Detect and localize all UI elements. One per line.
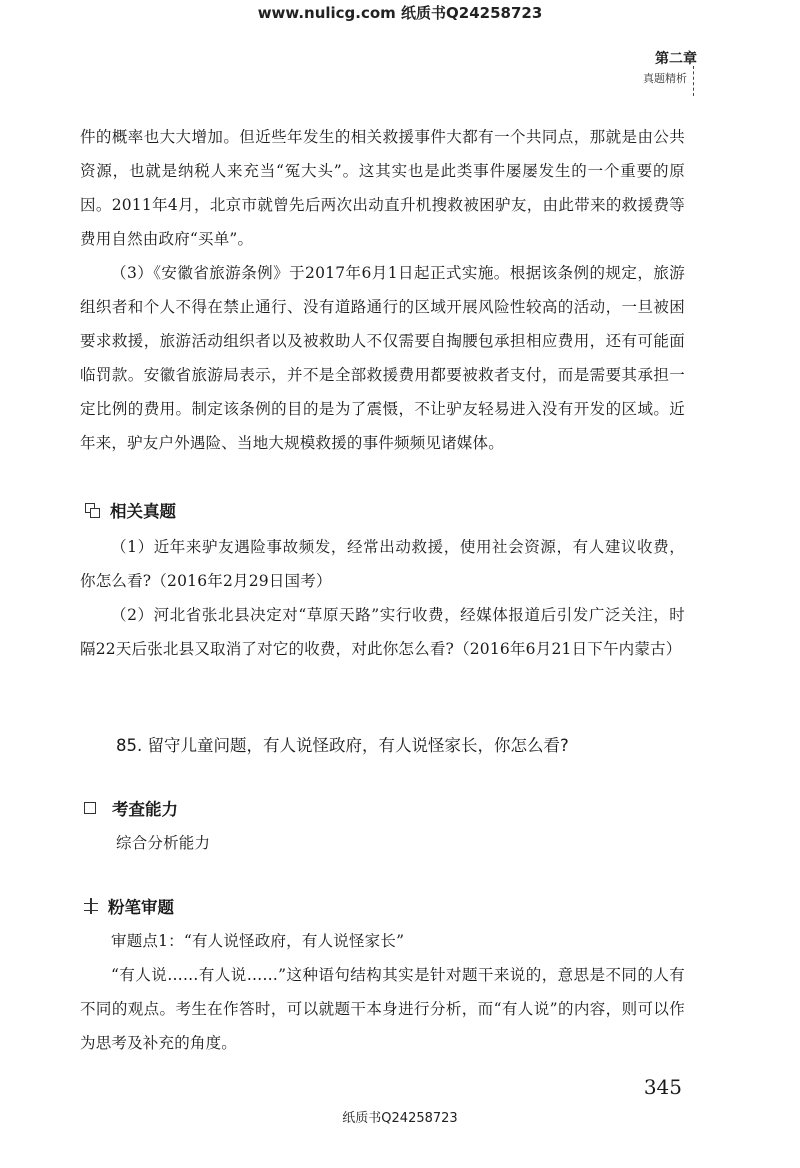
top-watermark: www.nulicg.com 纸质书Q24258723 [257, 4, 543, 22]
ability-value: 综合分析能力 [116, 834, 211, 852]
related-heading-label: 相关真题 [110, 502, 176, 521]
ability-heading [84, 796, 178, 820]
review-paragraph: “有人说……有人说……”这种语句结构其实是针对题干来说的，意思是不同的人有不同的观点。考生在作答时，可以就题干本身进行分析，而“有人说”的内容，则可以作为思考及补充的角度。 [80, 966, 685, 1052]
page-number: 345 [643, 1075, 682, 1099]
ability-heading-label: 考查能力 [112, 800, 178, 819]
related-list [80, 530, 685, 666]
square-bullet-icon [84, 802, 96, 814]
review-point-1: 审题点1：“有人说怪政府，有人说怪家长” [111, 932, 405, 950]
chapter-title: 第二章 [655, 51, 697, 67]
review-icon [84, 898, 98, 914]
related-item-2: （2）河北省张北县决定对“草原天路”实行收费，经媒体报道后引发广泛关注，时隔22天后张北县又取消了对它的收费，对此你怎么看?（2016年6月21日下午内蒙古） [80, 606, 685, 658]
related-heading [84, 498, 176, 522]
paragraph-continuation: 件的概率也大大增加。但近些年发生的相关救援事件大都有一个共同点，那就是由公共资源，也就是纳税人来充当“冤大头”。这其实也是此类事件屡屡发生的一个重要的原因。2011年4月，北京市就曾先后两次出动直升机搜救被困驴友，由此带来的救援费等费用自然由政府“买单”。 [80, 128, 685, 248]
review-heading-label: 粉笔审题 [108, 898, 174, 917]
bottom-watermark: 纸质书Q24258723 [342, 1111, 458, 1126]
related-questions-icon [84, 502, 100, 518]
review-heading [84, 894, 174, 918]
side-marker [693, 66, 696, 96]
chapter-subtitle: 真题精析 [643, 72, 687, 85]
related-item-1: （1）近年来驴友遇险事故频发，经常出动救援，使用社会资源，有人建议收费，你怎么看?（2016年2月29日国考） [80, 538, 685, 590]
top-section [80, 120, 685, 460]
question-85: 85. 留守儿童问题，有人说怪政府，有人说怪家长，你怎么看? [116, 736, 569, 755]
review-section [80, 924, 685, 1060]
paragraph-anhui-regulation: （3）《安徽省旅游条例》于2017年6月1日起正式实施。根据该条例的规定，旅游组织者和个人不得在禁止通行、没有道路通行的区域开展风险性较高的活动，一旦被困要求救援，旅游活动组织者以及被救助人不仅需要自掏腰包承担相应费用，还有可能面临罚款。安徽省旅游局表示，并不是全部救援费用都要被救者支付，而是需要其承担一定比例的费用。制定该条例的目的是为了震慑，不让驴友轻易进入没有开发的区域。近年来，驴友户外遇险、当地大规模救援的事件频频见诸媒体。 [80, 264, 685, 452]
